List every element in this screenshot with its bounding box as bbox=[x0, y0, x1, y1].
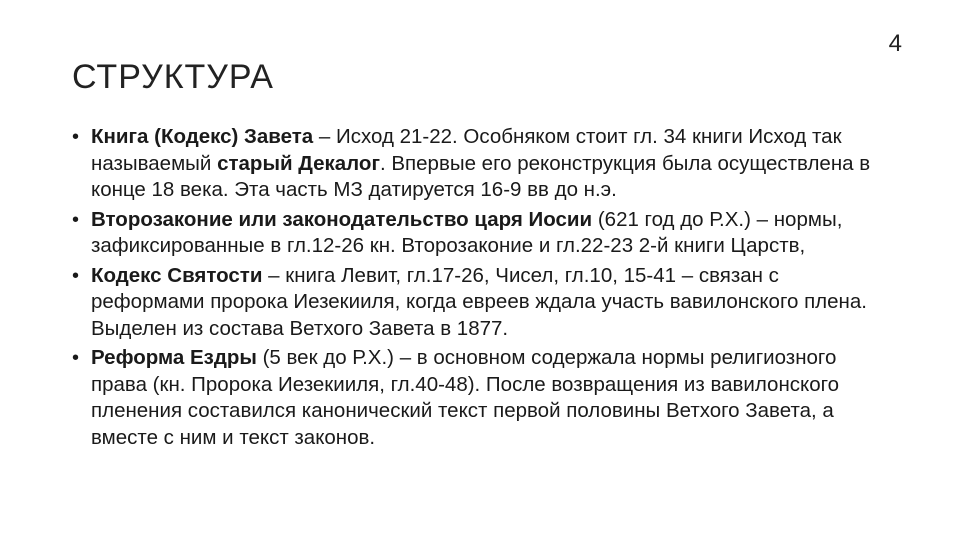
bullet-icon: • bbox=[72, 347, 80, 369]
bullet-item bbox=[72, 124, 892, 204]
bullet-text: – книга Левит, гл.17-26, Чисел, гл.10, 15-41 – связан с реформами пророка Иезекииля, когда евреев ждала участь вавилонского плена. Выделен из состава Ветхого Завета в 1877. bbox=[91, 263, 867, 340]
bullet-icon: • bbox=[72, 126, 80, 148]
bullet-icon: • bbox=[72, 264, 80, 287]
slide-title: СТРУКТУРА bbox=[72, 58, 274, 96]
bullet-text-bold: Второзаконие или законодательство царя Иосии bbox=[91, 207, 593, 231]
bullet-icon: • bbox=[72, 208, 80, 231]
bullet-text: (5 век до Р.Х.) – в основном содержала нормы религиозного права (кн. Пророка Иезекииля, гл.40-48). После возвращения из вавилонского пленения составился канонический текст первой половины Ветхого Завета, а вместе с ним и текст законов. bbox=[91, 346, 840, 449]
bullet-item bbox=[72, 207, 892, 260]
bullet-text-bold: Кодекс Святости bbox=[91, 263, 263, 287]
bullet-item bbox=[72, 263, 892, 343]
bullet-list bbox=[72, 124, 892, 454]
bullet-item bbox=[72, 345, 892, 451]
bullet-text: . Впервые его реконструкция была осуществлена в конце 18 века. Эта часть МЗ датируется 16-9 вв до н.э. bbox=[91, 151, 871, 201]
bullet-text-bold: Реформа Ездры bbox=[91, 346, 257, 369]
bullet-text-bold: Книга (Кодекс) Завета bbox=[91, 125, 314, 148]
page-number: 4 bbox=[888, 30, 902, 57]
bullet-text: (621 год до Р.Х.) – нормы, зафиксированные в гл.12-26 кн. Второзаконие и гл.22-23 2-й книги Царств, bbox=[91, 207, 843, 257]
bullet-text-bold: старый Декалог bbox=[217, 151, 380, 175]
bullet-text: – Исход 21-22. Особняком стоит гл. 34 книги Исход так называемый bbox=[91, 125, 842, 175]
